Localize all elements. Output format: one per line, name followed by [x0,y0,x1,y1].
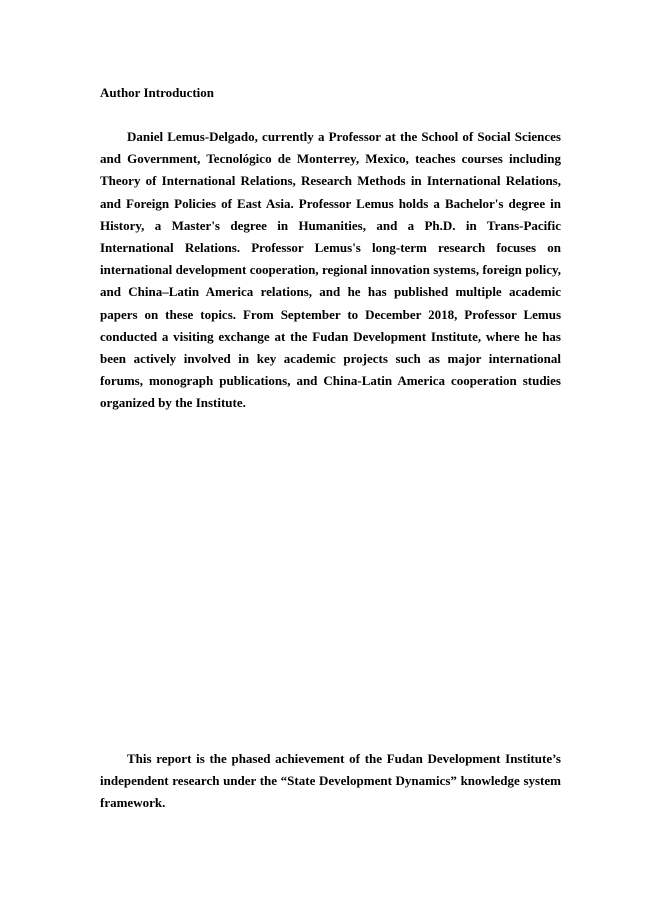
report-note-paragraph: This report is the phased achievement of the Fudan Development Institute’s independent research under the “State Development Dynamics” knowledge system framework. [100,751,561,811]
author-introduction-heading: Author Introduction [100,85,215,100]
author-bio-paragraph: Daniel Lemus-Delgado, currently a Professor at the School of Social Sciences and Government, Tecnológico de Monterrey, Mexico, teaches courses including Theory of International Relations, Research Methods in International Relations, and Foreign Policies of East Asia. Professor Lemus holds a Bachelor's degree in History, a Master's degree in Humanities, and a Ph.D. in Trans-Pacific International Relations. Professor Lemus's long-term research focuses on international development cooperation, regional innovation systems, foreign policy, and China–Latin America relations, and he has published multiple academic papers on these topics. From September to December 2018, Professor Lemus conducted a visiting exchange at the Fudan Development Institute, where he has been actively involved in key academic projects such as major international forums, monograph publications, and China-Latin America cooperation studies organized by the Institute. [100,129,561,411]
